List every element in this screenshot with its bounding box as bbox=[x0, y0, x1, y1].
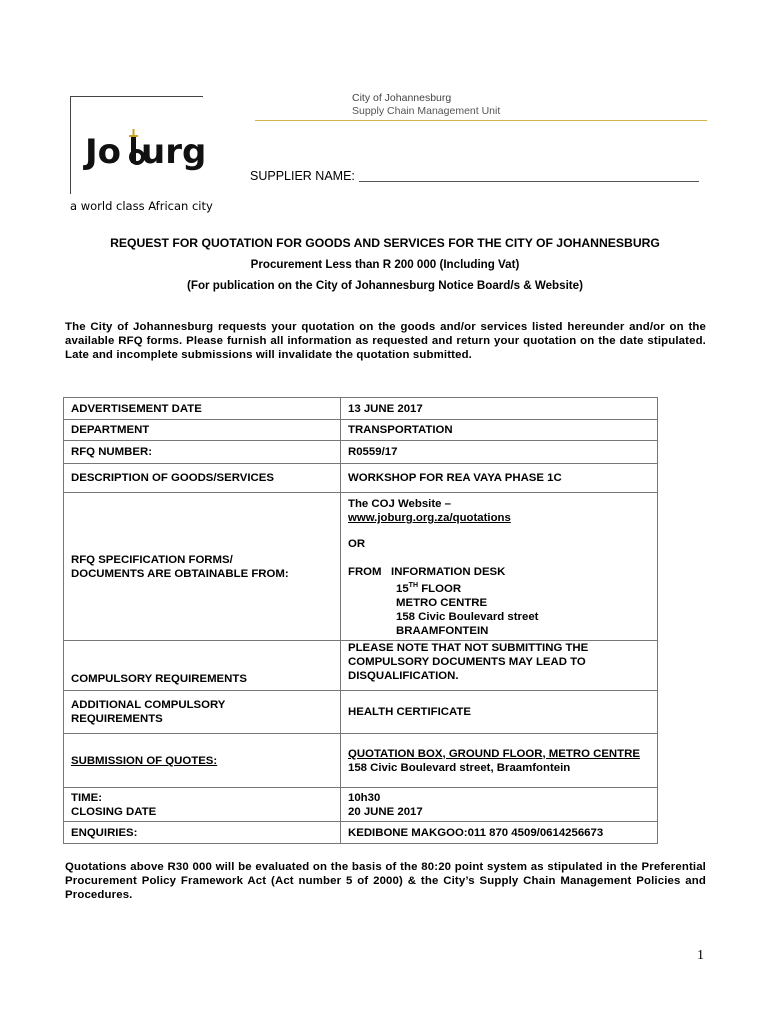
forms-from: FROM bbox=[348, 566, 382, 578]
description-label: DESCRIPTION OF GOODS/SERVICES bbox=[64, 464, 341, 493]
forms-suburb: BRAAMFONTEIN bbox=[396, 624, 489, 637]
org-header bbox=[352, 92, 500, 118]
forms-floor-sup: TH bbox=[408, 582, 419, 589]
forms-label bbox=[64, 493, 341, 641]
compulsory-label: COMPULSORY REQUIREMENTS bbox=[64, 641, 341, 691]
closing-label: CLOSING DATE bbox=[71, 805, 157, 818]
rfq-number-value: R0559/17 bbox=[341, 441, 658, 464]
submission-value bbox=[341, 734, 658, 788]
intro-paragraph: The City of Johannesburg requests your quotation on the goods and/or services listed hereunder and/or on the available RFQ forms. Please furnish all information as requested and return your quotation on the date stipulated. Late and incomplete submissions will invalidate the quotation submitted. bbox=[65, 321, 706, 361]
additional-label-line-2: REQUIREMENTS bbox=[71, 713, 163, 725]
table-row bbox=[64, 734, 658, 788]
additional-value: HEALTH CERTIFICATE bbox=[341, 691, 658, 734]
forms-desk: INFORMATION DESK bbox=[391, 566, 506, 578]
supplier-name-line[interactable] bbox=[359, 181, 699, 182]
logo-frame bbox=[70, 96, 207, 194]
svg-text:Jo: Jo bbox=[85, 132, 122, 172]
forms-floor: FLOOR bbox=[421, 582, 462, 595]
forms-url-link[interactable]: www.joburg.org.za/quotations bbox=[348, 512, 511, 524]
time-label: TIME: bbox=[71, 791, 103, 804]
additional-label-line-1: ADDITIONAL COMPULSORY bbox=[71, 699, 226, 711]
page-title: REQUEST FOR QUOTATION FOR GOODS AND SERVICES FOR THE CITY OF JOHANNESBURG bbox=[110, 236, 660, 250]
table-row bbox=[64, 691, 658, 734]
evaluation-note: Quotations above R30 000 will be evaluated on the basis of the 80:20 point system as stipulated in the Preferential Procurement Policy Framework Act (Act number 5 of 2000) & the City’s Supply Chain Management Policies and Procedures. bbox=[65, 861, 706, 901]
enquiries-value: KEDIBONE MAKGOO:011 870 4509/0614256673 bbox=[341, 822, 658, 844]
table-row bbox=[64, 464, 658, 493]
dept-label: DEPARTMENT bbox=[64, 420, 341, 441]
dept-value: TRANSPORTATION bbox=[341, 420, 658, 441]
rfq-number-label: RFQ NUMBER: bbox=[64, 441, 341, 464]
time-value: 10h30 bbox=[348, 791, 381, 804]
time-closing-label bbox=[64, 788, 341, 822]
table-row bbox=[64, 493, 658, 641]
submission-value-line-1: QUOTATION BOX, GROUND FLOOR, METRO CENTRE bbox=[348, 747, 640, 760]
description-value: WORKSHOP FOR REA VAYA PHASE 1C bbox=[341, 464, 658, 493]
advert-label: ADVERTISEMENT DATE bbox=[64, 398, 341, 420]
publication-note: (For publication on the City of Johannesburg Notice Board/s & Website) bbox=[187, 279, 583, 292]
forms-from-line bbox=[348, 565, 650, 579]
forms-building: METRO CENTRE bbox=[396, 596, 488, 609]
forms-or: OR bbox=[348, 538, 366, 550]
rfq-table bbox=[63, 397, 658, 844]
svg-text:urg: urg bbox=[141, 132, 207, 172]
submission-label: SUBMISSION OF QUOTES: bbox=[71, 754, 218, 767]
time-closing-value bbox=[341, 788, 658, 822]
forms-street: 158 Civic Boulevard street bbox=[396, 610, 539, 623]
forms-label-line-2: DOCUMENTS ARE OBTAINABLE FROM: bbox=[71, 567, 289, 580]
submission-label-cell bbox=[64, 734, 341, 788]
additional-label bbox=[64, 691, 341, 734]
compulsory-value: PLEASE NOTE THAT NOT SUBMITTING THE COMPULSORY DOCUMENTS MAY LEAD TO DISQUALIFICATION. bbox=[341, 641, 658, 691]
forms-value bbox=[341, 493, 658, 641]
table-row bbox=[64, 420, 658, 441]
page-number: 1 bbox=[697, 948, 704, 963]
advert-value: 13 JUNE 2017 bbox=[341, 398, 658, 420]
page-subtitle: Procurement Less than R 200 000 (Including Vat) bbox=[250, 258, 520, 271]
submission-value-line-2: 158 Civic Boulevard street, Braamfontein bbox=[348, 761, 571, 774]
table-row bbox=[64, 788, 658, 822]
joburg-logo bbox=[85, 121, 207, 176]
forms-website: The COJ Website – bbox=[348, 498, 451, 510]
org-unit: Supply Chain Management Unit bbox=[352, 105, 501, 117]
table-row bbox=[64, 441, 658, 464]
table-row bbox=[64, 641, 658, 691]
tagline: a world class African city bbox=[70, 199, 213, 213]
forms-floor-num: 15 bbox=[396, 582, 409, 595]
header-divider bbox=[255, 120, 707, 121]
closing-value: 20 JUNE 2017 bbox=[348, 805, 423, 818]
table-row bbox=[64, 822, 658, 844]
table-row bbox=[64, 398, 658, 420]
enquiries-label: ENQUIRIES: bbox=[64, 822, 341, 844]
forms-label-line-1: RFQ SPECIFICATION FORMS/ bbox=[71, 553, 233, 566]
supplier-name-field bbox=[250, 169, 699, 183]
forms-floor-line bbox=[348, 579, 650, 596]
org-name: City of Johannesburg bbox=[352, 92, 452, 104]
supplier-label: SUPPLIER NAME: bbox=[250, 169, 355, 183]
